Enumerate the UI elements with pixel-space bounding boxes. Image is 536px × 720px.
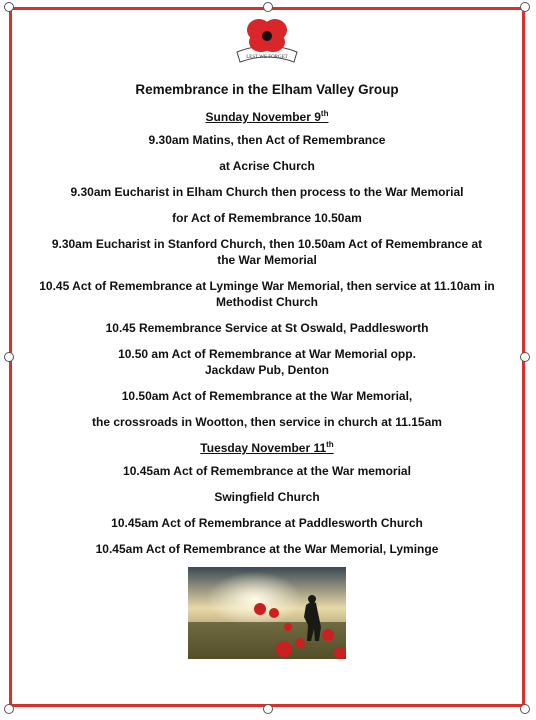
logo-banner-text: LEST WE FORGET — [246, 55, 288, 60]
service-line: 9.30am Eucharist in Elham Church then process to the War Memorial — [70, 185, 464, 199]
section-tuesday — [14, 440, 520, 557]
resize-handle[interactable] — [520, 352, 530, 362]
resize-handle[interactable] — [520, 704, 530, 714]
service-line: at Acrise Church — [219, 159, 315, 173]
service-line: 10.50am Act of Remembrance at the War Memorial, — [121, 389, 413, 403]
service-line: 10.45 Remembrance Service at St Oswald, Paddlesworth — [105, 321, 429, 335]
service-line: 10.45am Act of Remembrance at the War memorial — [123, 464, 411, 478]
notice-content — [14, 12, 520, 659]
service-line: 10.45am Act of Remembrance at the War Memorial, Lyminge — [95, 542, 439, 556]
service-line: for Act of Remembrance 10.50am — [172, 211, 362, 225]
service-line: the crossroads in Wootton, then service in church at 11.15am — [92, 415, 442, 429]
resize-handle[interactable] — [4, 352, 14, 362]
resize-handle[interactable] — [4, 704, 14, 714]
service-line: Swingfield Church — [214, 490, 320, 504]
section-date: Sunday November 9th — [205, 109, 329, 124]
section-sunday — [14, 109, 520, 430]
section-date: Tuesday November 11th — [200, 440, 334, 455]
poppy-icon — [232, 12, 302, 72]
notice-title: Remembrance in the Elham Valley Group — [135, 82, 399, 97]
resize-handle[interactable] — [263, 704, 273, 714]
resize-handle[interactable] — [520, 2, 530, 12]
resize-handle[interactable] — [263, 2, 273, 12]
service-line: 9.30am Matins, then Act of Remembrance — [148, 133, 386, 147]
service-line: 10.45am Act of Remembrance at Paddlesworth Church — [111, 516, 423, 530]
soldier-poppies-image — [188, 567, 346, 659]
service-line: 9.30am Eucharist in Stanford Church, then 10.50am Act of Remembrance at the War Memorial — [51, 237, 483, 267]
service-line: 10.45 Act of Remembrance at Lyminge War Memorial, then service at 11.10am in Methodist Church — [39, 279, 495, 309]
resize-handle[interactable] — [4, 2, 14, 12]
service-line: 10.50 am Act of Remembrance at War Memorial opp. Jackdaw Pub, Denton — [118, 347, 416, 377]
